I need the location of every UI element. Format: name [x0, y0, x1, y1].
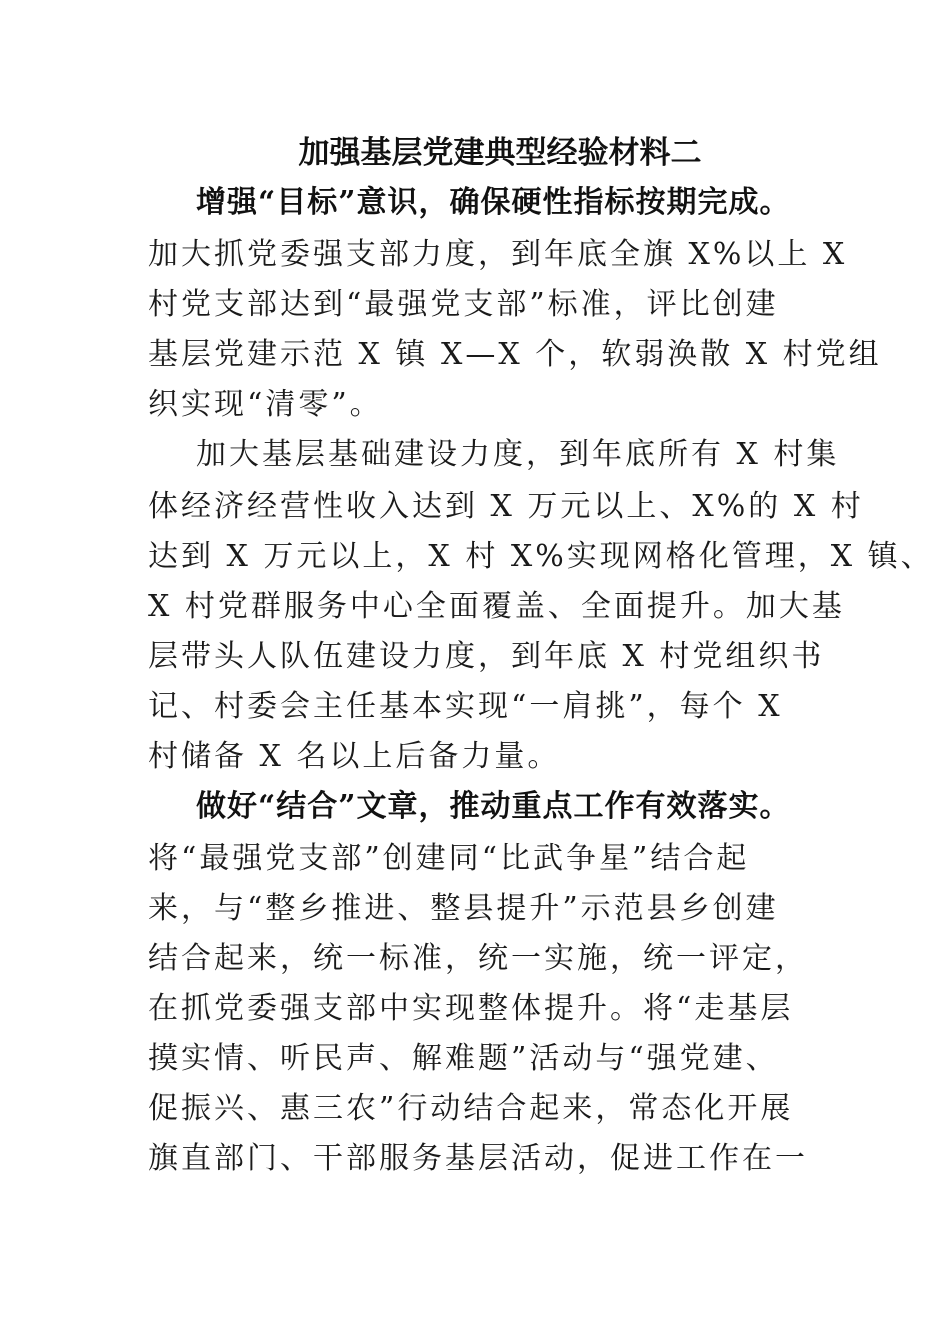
body-line: 村党支部达到“最强党支部”标准，评比创建: [148, 287, 779, 322]
body-line: 达到 X 万元以上，X 村 X%实现网格化管理，X 镇、: [148, 539, 934, 574]
body-line: 将“最强党支部”创建同“比武争星”结合起: [148, 841, 750, 876]
body-line: 结合起来，统一标准，统一实施，统一评定，: [148, 941, 808, 976]
body-line: 记、村委会主任基本实现“一肩挑”，每个 X: [148, 689, 783, 724]
section-heading-goals: 增强“目标”意识，确保硬性指标按期完成。: [196, 185, 791, 220]
body-line: 基层党建示范 X 镇 X—X 个，软弱涣散 X 村党组: [148, 337, 882, 372]
body-line: 旗直部门、干部服务基层活动，促进工作在一: [148, 1141, 808, 1176]
body-line: 来，与“整乡推进、整县提升”示范县乡创建: [148, 891, 779, 926]
body-line: 在抓党委强支部中实现整体提升。将“走基层: [148, 991, 794, 1026]
body-line: 摸实情、听民声、解难题”活动与“强党建、: [148, 1041, 779, 1076]
body-line: 促振兴、惠三农”行动结合起来，常态化开展: [148, 1091, 794, 1126]
section-heading-integration: 做好“结合”文章，推动重点工作有效落实。: [196, 789, 791, 824]
body-line: 织实现“清零”。: [148, 387, 383, 422]
body-line: 加大抓党委强支部力度，到年底全旗 X%以上 X: [148, 237, 848, 272]
body-line: 层带头人队伍建设力度，到年底 X 村党组织书: [148, 639, 825, 674]
body-line: 加大基层基础建设力度，到年底所有 X 村集: [196, 437, 840, 472]
document-title: 加强基层党建典型经验材料二: [298, 135, 702, 171]
body-line: X 村党群服务中心全面覆盖、全面提升。加大基: [148, 589, 845, 624]
body-line: 村储备 X 名以上后备力量。: [148, 739, 561, 774]
body-line: 体经济经营性收入达到 X 万元以上、X%的 X 村: [148, 489, 864, 524]
